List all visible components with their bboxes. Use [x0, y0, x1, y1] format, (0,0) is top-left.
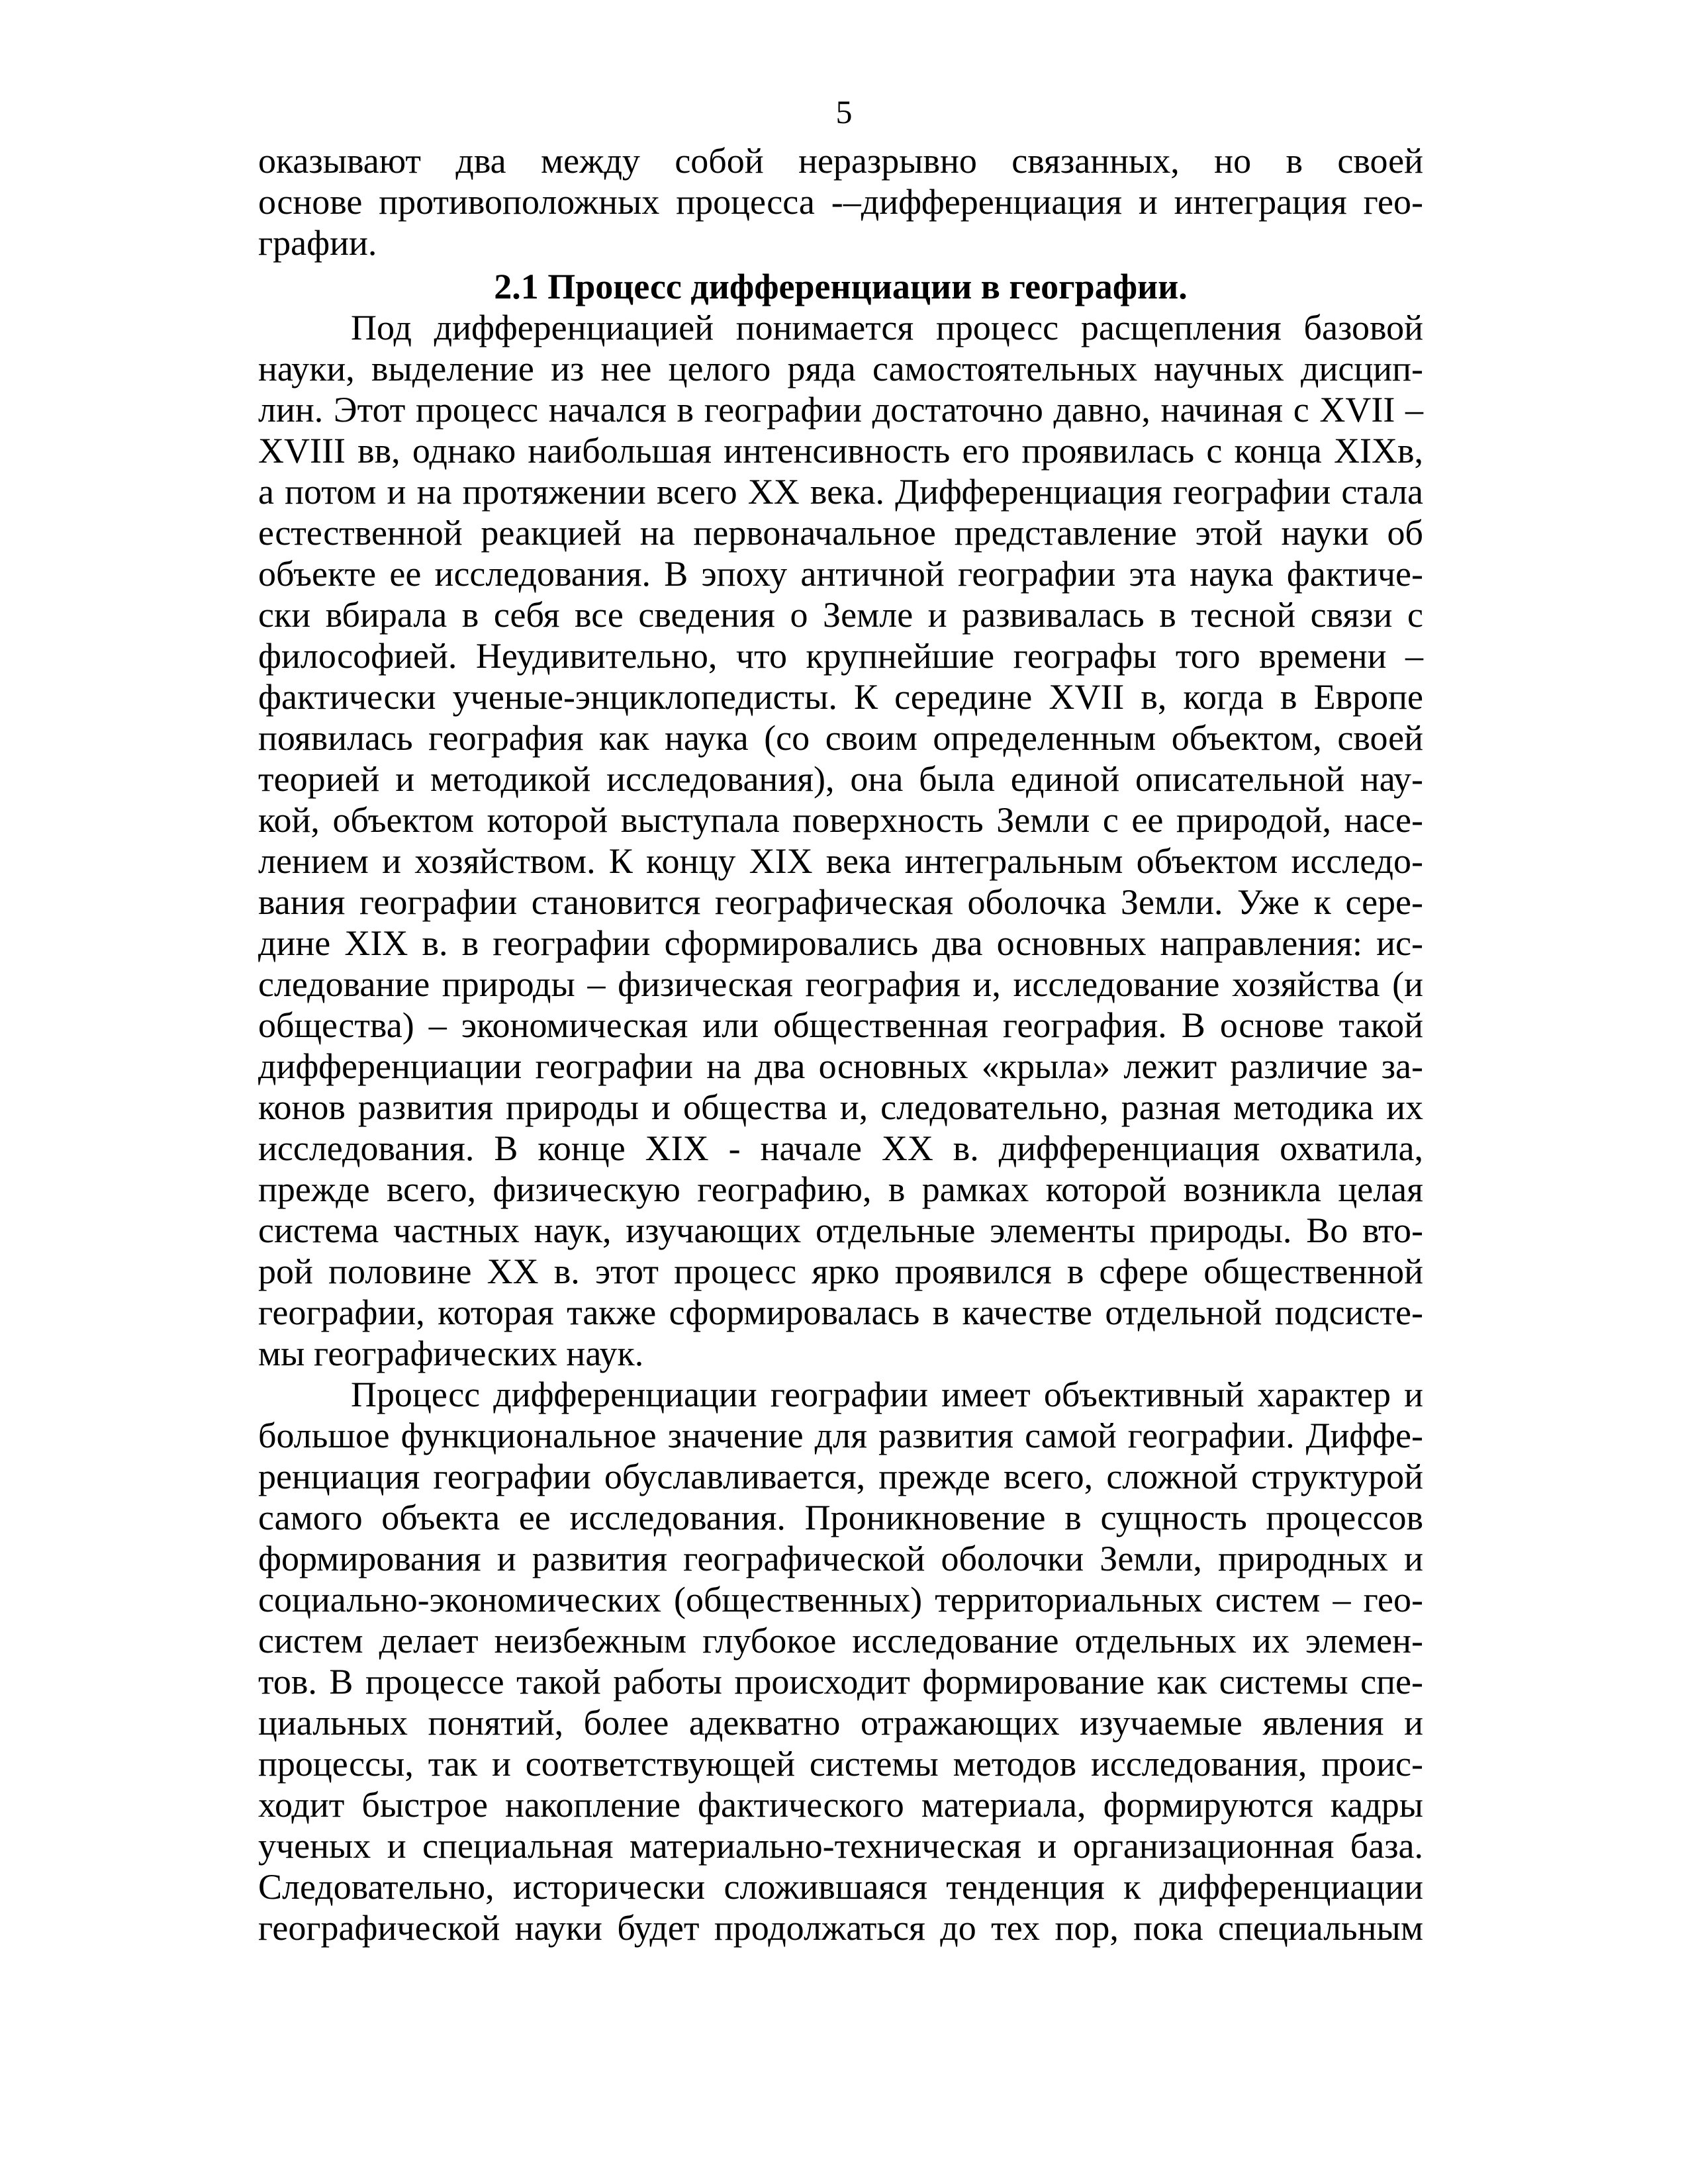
paragraph-line: рой половине XX в. этот процесс ярко проявился в сфере общественной: [258, 1251, 1423, 1291]
paragraph-line: географической науки будет продолжаться до тех пор, пока специальным: [258, 1908, 1423, 1948]
paragraph-line: лением и хозяйством. К концу XIX века интегральным объектом исследо-: [258, 841, 1423, 881]
paragraph-line: ренциация географии обуславливается, прежде всего, сложной структурой: [258, 1457, 1423, 1496]
paragraph-line: конов развития природы и общества и, следовательно, разная методика их: [258, 1087, 1423, 1127]
paragraph-line: Следовательно, исторически сложившаяся тенденция к дифференциации: [258, 1867, 1423, 1907]
paragraph-line: социально-экономических (общественных) территориальных систем – гео-: [258, 1580, 1423, 1619]
paragraph-line: кой, объектом которой выступала поверхность Земли с ее природой, насе-: [258, 800, 1423, 840]
paragraph-line: следование природы – физическая география и, исследование хозяйства (и: [258, 964, 1423, 1004]
paragraph-line: ходит быстрое накопление фактического материала, формируются кадры: [258, 1785, 1423, 1825]
paragraph-line: естественной реакцией на первоначальное представление этой науки об: [258, 513, 1423, 553]
paragraph-line: теорией и методикой исследования), она была единой описательной нау-: [258, 759, 1423, 799]
paragraph-line: тов. В процессе такой работы происходит формирование как системы спе-: [258, 1662, 1423, 1702]
paragraph-line: XVIII вв, однако наибольшая интенсивность его проявилась с конца XIXв,: [258, 431, 1423, 471]
paragraph-line: дифференциации географии на два основных «крыла» лежит различие за-: [258, 1046, 1423, 1086]
paragraph-line: фактически ученые-энциклопедисты. К середине XVII в, когда в Европе: [258, 677, 1423, 717]
paragraph-line: система частных наук, изучающих отдельные элементы природы. Во вто-: [258, 1210, 1423, 1250]
paragraph-line: Под дифференциацией понимается процесс расщепления базовой: [351, 308, 1423, 347]
paragraph-line: циальных понятий, более адекватно отражающих изучаемые явления и: [258, 1703, 1423, 1743]
paragraph-line: процессы, так и соответствующей системы методов исследования, проис-: [258, 1744, 1423, 1784]
intro-line: основе противоположных процесса -–дифференциация и интеграция гео-: [258, 182, 1423, 222]
paragraph-line: науки, выделение из нее целого ряда самостоятельных научных дисцип-: [258, 349, 1423, 388]
paragraph-line: Процесс дифференциации географии имеет объективный характер и: [351, 1375, 1423, 1414]
paragraph-line: вания географии становится географическая оболочка Земли. Уже к сере-: [258, 882, 1423, 922]
paragraph-line: исследования. В конце XIX - начале XX в. дифференциация охватила,: [258, 1128, 1423, 1168]
intro-line: оказывают два между собой неразрывно связанных, но в своей: [258, 141, 1423, 181]
paragraph-line: ученых и специальная материально-техническая и организационная база.: [258, 1826, 1423, 1866]
paragraph-line: прежде всего, физическую географию, в рамках которой возникла целая: [258, 1169, 1423, 1209]
paragraph-line: философией. Неудивительно, что крупнейшие географы того времени –: [258, 636, 1423, 676]
section-heading: 2.1 Процесс дифференциации в географии.: [494, 267, 1188, 306]
paragraph-line: объекте ее исследования. В эпоху античной географии эта наука фактиче-: [258, 554, 1423, 594]
paragraph-line: а потом и на протяжении всего XX века. Дифференциация географии стала: [258, 472, 1423, 512]
paragraph-line: систем делает неизбежным глубокое исследование отдельных их элемен-: [258, 1621, 1423, 1661]
paragraph-line: большое функциональное значение для развития самой географии. Диффе-: [258, 1416, 1423, 1455]
paragraph-line: появилась география как наука (со своим определенным объектом, своей: [258, 718, 1423, 758]
intro-line: графии.: [258, 223, 377, 263]
paragraph-line: географии, которая также сформировалась в качестве отдельной подсисте-: [258, 1293, 1423, 1332]
paragraph-line: мы географических наук.: [258, 1334, 644, 1373]
page-number: 5: [835, 93, 853, 130]
paragraph-line: общества) – экономическая или общественная география. В основе такой: [258, 1005, 1423, 1045]
paragraph-line: ски вбирала в себя все сведения о Земле и развивалась в тесной связи с: [258, 595, 1423, 635]
paragraph-line: лин. Этот процесс начался в географии достаточно давно, начиная с XVII –: [258, 390, 1423, 430]
paragraph-line: формирования и развития географической оболочки Земли, природных и: [258, 1539, 1423, 1578]
paragraph-line: дине XIX в. в географии сформировались два основных направления: ис-: [258, 923, 1423, 963]
paragraph-line: самого объекта ее исследования. Проникновение в сущность процессов: [258, 1498, 1423, 1537]
